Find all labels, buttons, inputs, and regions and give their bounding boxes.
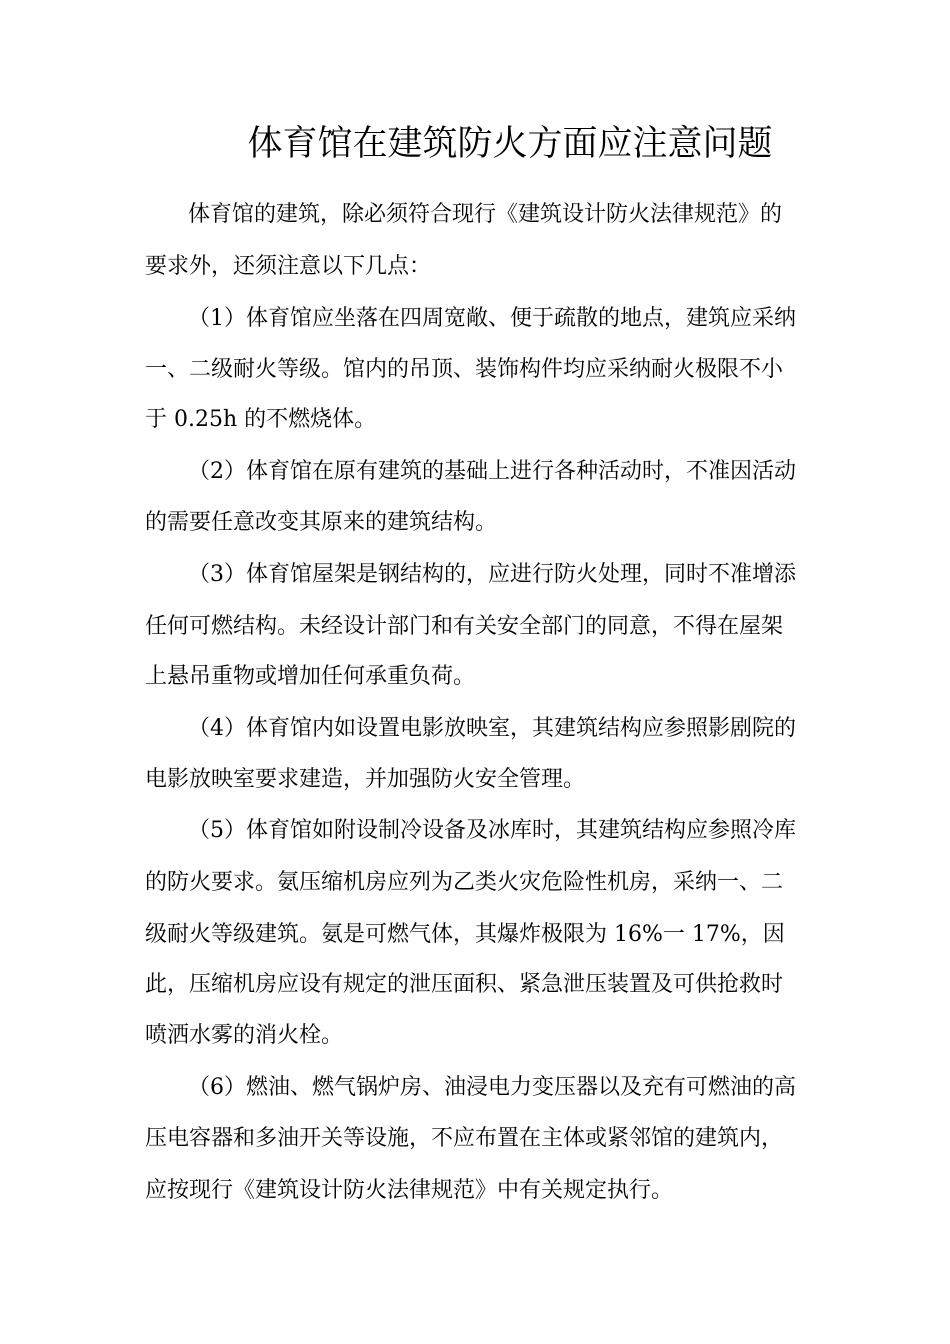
text-line: 应按现行《建筑设计防火法律规范》中有关规定执行。 <box>145 1178 674 1203</box>
document-title: 体育馆在建筑防火方面应注意问题 <box>247 124 773 164</box>
text-line: （1）体育馆应坐落在四周宽敞、便于疏散的地点，建筑应采纳 <box>188 306 796 331</box>
text-line: 喷洒水雾的消火栓。 <box>145 1023 344 1048</box>
text-line: （6）燃油、燃气锅炉房、油浸电力变压器以及充有可燃油的高 <box>188 1075 796 1100</box>
text-line: （2）体育馆在原有建筑的基础上进行各种活动时，不准因活动 <box>188 459 796 484</box>
text-line: 于 0.25h 的不燃烧体。 <box>145 407 377 432</box>
text-line: 任何可燃结构。未经设计部门和有关安全部门的同意，不得在屋架 <box>145 614 784 639</box>
text-line: 的需要任意改变其原来的建筑结构。 <box>145 510 498 535</box>
text-line: 级耐火等级建筑。氨是可燃气体，其爆炸极限为 16%一 17%，因 <box>145 922 785 947</box>
text-line: （3）体育馆屋架是钢结构的，应进行防火处理，同时不准增添 <box>188 562 796 587</box>
text-line: 电影放映室要求建造，并加强防火安全管理。 <box>145 767 586 792</box>
text-line: 压电容器和多油开关等设施，不应布置在主体或紧邻馆的建筑内， <box>145 1126 784 1151</box>
text-line: 体育馆的建筑，除必须符合现行《建筑设计防火法律规范》的 <box>188 202 783 227</box>
text-line: 的防火要求。氨压缩机房应列为乙类火灾危险性机房，采纳一、二 <box>145 870 784 895</box>
text-line: （4）体育馆内如设置电影放映室，其建筑结构应参照影剧院的 <box>188 716 796 741</box>
text-line: 要求外，还须注意以下几点： <box>145 254 432 279</box>
text-line: 上悬吊重物或增加任何承重负荷。 <box>145 664 476 689</box>
text-line: 此，压缩机房应设有规定的泄压面积、紧急泄压装置及可供抢救时 <box>145 972 784 997</box>
text-line: 一、二级耐火等级。馆内的吊顶、装饰构件均应采纳耐火极限不小 <box>145 357 784 382</box>
text-line: （5）体育馆如附设制冷设备及冰库时，其建筑结构应参照冷库 <box>188 818 796 843</box>
